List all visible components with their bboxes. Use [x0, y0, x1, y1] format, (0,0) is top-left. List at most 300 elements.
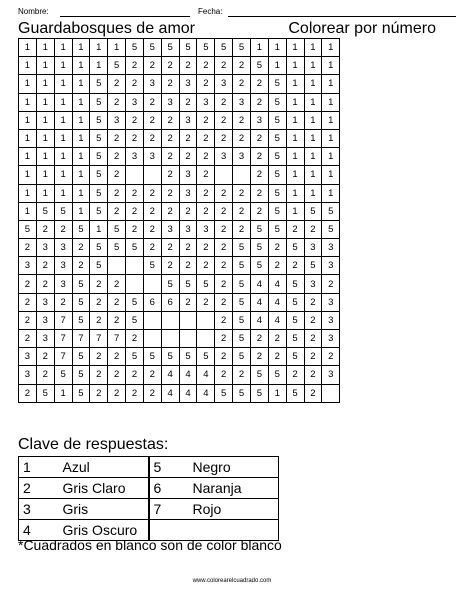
grid-cell: 2 — [19, 239, 37, 257]
grid-cell: 2 — [250, 330, 268, 348]
grid-cell: 2 — [108, 384, 126, 402]
grid-cell: 5 — [19, 220, 37, 238]
name-underline — [60, 16, 190, 17]
key-number: 7 — [149, 499, 189, 520]
grid-cell: 2 — [197, 257, 215, 275]
grid-cell — [322, 384, 340, 402]
grid-cell: 2 — [161, 111, 179, 129]
grid-cell: 1 — [322, 57, 340, 75]
grid-cell: 2 — [197, 75, 215, 93]
grid-cell: 2 — [179, 257, 197, 275]
grid-cell: 2 — [215, 293, 233, 311]
grid-cell: 5 — [179, 39, 197, 57]
grid-cell: 2 — [286, 257, 304, 275]
grid-cell: 5 — [286, 293, 304, 311]
grid-cell: 3 — [233, 148, 251, 166]
grid-cell: 5 — [304, 257, 322, 275]
grid-cell: 2 — [197, 129, 215, 147]
grid-cell — [108, 257, 126, 275]
grid-cell: 5 — [90, 111, 108, 129]
grid-cell: 5 — [322, 220, 340, 238]
grid-cell: 3 — [19, 257, 37, 275]
grid-cell: 3 — [143, 148, 161, 166]
grid-cell — [233, 166, 251, 184]
grid-cell: 5 — [72, 348, 90, 366]
grid-cell: 1 — [36, 184, 54, 202]
grid-cell — [179, 311, 197, 329]
grid-row — [19, 330, 340, 348]
grid-cell: 2 — [215, 257, 233, 275]
grid-cell: 3 — [54, 275, 72, 293]
grid-cell: 3 — [250, 111, 268, 129]
grid-cell: 2 — [126, 57, 144, 75]
grid-cell: 1 — [72, 129, 90, 147]
grid-cell: 5 — [268, 129, 286, 147]
grid-cell: 5 — [250, 257, 268, 275]
grid-cell: 3 — [179, 220, 197, 238]
grid-row — [19, 239, 340, 257]
grid-row — [19, 202, 340, 220]
grid-cell: 4 — [197, 384, 215, 402]
grid-cell: 1 — [322, 39, 340, 57]
page-subtitle: Colorear por número — [288, 20, 436, 37]
grid-cell: 2 — [19, 275, 37, 293]
grid-cell: 5 — [233, 348, 251, 366]
footer-url: www.colorearelcuadrado.com — [192, 578, 272, 584]
grid-cell: 5 — [268, 93, 286, 111]
grid-cell: 5 — [197, 39, 215, 57]
grid-cell: 2 — [108, 202, 126, 220]
grid-cell: 5 — [268, 148, 286, 166]
key-number: 5 — [149, 457, 189, 478]
grid-cell: 2 — [143, 220, 161, 238]
grid-cell: 1 — [54, 129, 72, 147]
grid-cell: 3 — [126, 93, 144, 111]
grid-cell: 2 — [250, 75, 268, 93]
grid-cell: 1 — [304, 111, 322, 129]
grid-cell: 3 — [19, 348, 37, 366]
grid-cell: 2 — [143, 93, 161, 111]
grid-cell: 4 — [268, 293, 286, 311]
grid-cell: 3 — [161, 93, 179, 111]
grid-cell: 2 — [322, 275, 340, 293]
grid-cell: 2 — [126, 384, 144, 402]
grid-cell: 2 — [197, 239, 215, 257]
grid-cell: 1 — [54, 57, 72, 75]
grid-cell: 3 — [161, 220, 179, 238]
grid-cell: 2 — [90, 311, 108, 329]
grid-cell — [143, 275, 161, 293]
grid-cell: 2 — [126, 184, 144, 202]
grid-cell: 2 — [19, 384, 37, 402]
grid-cell: 1 — [322, 184, 340, 202]
grid-cell: 5 — [322, 202, 340, 220]
grid-cell: 1 — [19, 93, 37, 111]
grid-cell: 4 — [179, 366, 197, 384]
grid-cell: 1 — [19, 111, 37, 129]
grid-cell: 3 — [179, 184, 197, 202]
grid-cell: 1 — [286, 57, 304, 75]
grid-cell: 2 — [108, 75, 126, 93]
answer-key-title: Clave de respuestas: — [18, 436, 169, 453]
grid-cell: 2 — [179, 57, 197, 75]
grid-cell: 2 — [143, 57, 161, 75]
grid-cell: 2 — [322, 348, 340, 366]
grid-cell: 1 — [54, 39, 72, 57]
grid-cell: 2 — [304, 220, 322, 238]
grid-cell: 3 — [322, 366, 340, 384]
grid-cell: 1 — [286, 111, 304, 129]
grid-cell: 5 — [90, 184, 108, 202]
grid-cell: 2 — [233, 57, 251, 75]
grid-cell: 3 — [108, 111, 126, 129]
grid-cell: 3 — [36, 239, 54, 257]
grid-cell: 2 — [108, 148, 126, 166]
date-label: Fecha: — [198, 7, 223, 16]
grid-cell: 5 — [233, 39, 251, 57]
grid-cell: 1 — [36, 111, 54, 129]
grid-cell: 2 — [250, 202, 268, 220]
grid-cell: 4 — [161, 366, 179, 384]
grid-cell: 7 — [54, 330, 72, 348]
grid-cell: 2 — [197, 166, 215, 184]
grid-cell: 7 — [90, 330, 108, 348]
grid-cell: 2 — [233, 220, 251, 238]
blank-squares-note: *Cuadrados en blanco son de color blanco — [18, 537, 282, 553]
grid-cell: 2 — [108, 311, 126, 329]
grid-cell: 5 — [161, 39, 179, 57]
grid-cell: 5 — [215, 39, 233, 57]
grid-cell: 5 — [143, 348, 161, 366]
grid-cell: 5 — [268, 220, 286, 238]
grid-cell: 2 — [233, 202, 251, 220]
grid-cell: 5 — [268, 75, 286, 93]
grid-cell: 2 — [215, 184, 233, 202]
grid-cell: 3 — [322, 311, 340, 329]
grid-cell: 1 — [72, 166, 90, 184]
grid-cell: 3 — [304, 275, 322, 293]
grid-cell: 1 — [19, 166, 37, 184]
grid-cell: 5 — [233, 293, 251, 311]
grid-cell: 1 — [304, 148, 322, 166]
grid-cell: 5 — [108, 239, 126, 257]
grid-cell: 1 — [286, 93, 304, 111]
grid-cell: 1 — [19, 148, 37, 166]
grid-cell: 1 — [286, 75, 304, 93]
grid-cell — [126, 257, 144, 275]
grid-cell: 1 — [268, 39, 286, 57]
grid-cell: 2 — [215, 311, 233, 329]
grid-cell: 2 — [90, 366, 108, 384]
grid-cell: 5 — [286, 311, 304, 329]
name-label: Nombre: — [18, 7, 49, 16]
grid-cell: 3 — [126, 148, 144, 166]
grid-cell: 1 — [286, 39, 304, 57]
grid-cell: 2 — [143, 366, 161, 384]
grid-cell — [126, 275, 144, 293]
grid-cell: 7 — [72, 330, 90, 348]
grid-cell: 5 — [108, 220, 126, 238]
grid-row — [19, 129, 340, 147]
grid-cell: 2 — [286, 366, 304, 384]
grid-cell: 5 — [250, 239, 268, 257]
grid-cell — [143, 330, 161, 348]
grid-cell: 5 — [126, 39, 144, 57]
grid-cell: 2 — [126, 202, 144, 220]
grid-cell: 3 — [143, 75, 161, 93]
key-color-name: Naranja — [189, 478, 279, 499]
grid-cell: 2 — [215, 330, 233, 348]
key-number: 3 — [19, 499, 59, 520]
grid-cell: 2 — [108, 129, 126, 147]
grid-cell: 5 — [233, 311, 251, 329]
grid-cell: 3 — [322, 330, 340, 348]
grid-cell: 1 — [304, 93, 322, 111]
grid-cell: 1 — [304, 39, 322, 57]
grid-cell: 5 — [197, 348, 215, 366]
grid-cell: 1 — [250, 39, 268, 57]
grid-cell: 2 — [197, 184, 215, 202]
grid-cell: 2 — [250, 166, 268, 184]
grid-cell — [197, 311, 215, 329]
grid-cell: 2 — [143, 111, 161, 129]
grid-cell: 2 — [179, 148, 197, 166]
grid-cell: 2 — [215, 348, 233, 366]
grid-cell: 2 — [304, 311, 322, 329]
grid-cell: 5 — [126, 293, 144, 311]
grid-cell: 1 — [322, 93, 340, 111]
grid-cell: 2 — [143, 239, 161, 257]
grid-cell: 5 — [161, 348, 179, 366]
grid-cell: 2 — [179, 93, 197, 111]
grid-cell: 1 — [36, 148, 54, 166]
grid-cell: 3 — [36, 311, 54, 329]
grid-cell: 2 — [90, 293, 108, 311]
grid-cell: 5 — [90, 239, 108, 257]
grid-cell: 2 — [268, 348, 286, 366]
grid-cell: 2 — [197, 57, 215, 75]
grid-cell: 2 — [304, 330, 322, 348]
grid-cell: 1 — [286, 166, 304, 184]
grid-cell: 1 — [286, 129, 304, 147]
key-color-name: Rojo — [189, 499, 279, 520]
grid-cell: 2 — [161, 166, 179, 184]
grid-cell: 1 — [36, 93, 54, 111]
grid-cell: 5 — [286, 275, 304, 293]
grid-cell: 3 — [322, 293, 340, 311]
grid-cell: 5 — [90, 75, 108, 93]
grid-cell: 1 — [72, 39, 90, 57]
grid-cell: 2 — [19, 311, 37, 329]
grid-cell: 2 — [126, 75, 144, 93]
grid-cell: 2 — [161, 202, 179, 220]
grid-cell: 1 — [54, 75, 72, 93]
grid-cell: 2 — [36, 257, 54, 275]
grid-cell: 1 — [90, 220, 108, 238]
grid-cell: 5 — [233, 275, 251, 293]
grid-cell: 5 — [126, 311, 144, 329]
grid-cell: 1 — [54, 384, 72, 402]
grid-cell: 3 — [179, 166, 197, 184]
grid-cell: 3 — [215, 148, 233, 166]
grid-cell: 2 — [197, 148, 215, 166]
grid-cell: 6 — [143, 293, 161, 311]
grid-cell: 1 — [36, 129, 54, 147]
grid-cell: 2 — [19, 330, 37, 348]
grid-cell: 2 — [36, 220, 54, 238]
grid-cell: 4 — [250, 311, 268, 329]
grid-cell: 5 — [268, 366, 286, 384]
grid-cell: 1 — [72, 57, 90, 75]
grid-cell: 5 — [179, 348, 197, 366]
grid-cell: 3 — [322, 257, 340, 275]
grid-cell: 5 — [54, 366, 72, 384]
grid-cell: 3 — [233, 93, 251, 111]
grid-cell: 3 — [36, 330, 54, 348]
grid-cell: 2 — [126, 366, 144, 384]
grid-cell: 2 — [268, 239, 286, 257]
grid-cell: 2 — [108, 275, 126, 293]
key-row — [19, 478, 279, 499]
grid-cell: 2 — [233, 75, 251, 93]
key-number: 2 — [19, 478, 59, 499]
grid-row — [19, 57, 340, 75]
grid-cell: 2 — [268, 257, 286, 275]
grid-cell: 1 — [72, 111, 90, 129]
grid-cell: 1 — [72, 148, 90, 166]
grid-cell: 1 — [90, 39, 108, 57]
grid-cell: 1 — [19, 202, 37, 220]
grid-cell: 1 — [322, 129, 340, 147]
grid-cell: 5 — [143, 257, 161, 275]
grid-cell: 2 — [250, 129, 268, 147]
key-color-name: Gris — [59, 499, 149, 520]
grid-cell: 5 — [126, 239, 144, 257]
grid-cell: 1 — [304, 129, 322, 147]
grid-row — [19, 311, 340, 329]
grid-cell: 7 — [108, 330, 126, 348]
grid-cell: 2 — [126, 129, 144, 147]
grid-cell: 1 — [36, 166, 54, 184]
grid-cell: 2 — [161, 129, 179, 147]
color-by-number-grid — [18, 38, 340, 403]
grid-cell: 5 — [72, 293, 90, 311]
grid-cell: 5 — [90, 93, 108, 111]
grid-cell: 4 — [268, 311, 286, 329]
grid-cell: 2 — [126, 111, 144, 129]
grid-cell: 5 — [72, 311, 90, 329]
grid-cell: 2 — [233, 366, 251, 384]
grid-cell: 5 — [286, 239, 304, 257]
grid-cell: 6 — [161, 293, 179, 311]
grid-cell: 5 — [143, 39, 161, 57]
grid-cell: 5 — [233, 257, 251, 275]
grid-cell: 1 — [72, 184, 90, 202]
grid-cell: 1 — [54, 148, 72, 166]
grid-row — [19, 275, 340, 293]
grid-cell: 2 — [215, 202, 233, 220]
grid-cell: 2 — [215, 366, 233, 384]
grid-cell: 1 — [72, 202, 90, 220]
key-color-name: Gris Claro — [59, 478, 149, 499]
grid-row — [19, 75, 340, 93]
grid-cell: 1 — [36, 39, 54, 57]
grid-cell: 3 — [179, 75, 197, 93]
grid-cell: 1 — [90, 57, 108, 75]
grid-row — [19, 93, 340, 111]
grid-cell: 1 — [304, 57, 322, 75]
grid-cell: 5 — [90, 166, 108, 184]
grid-cell: 3 — [322, 239, 340, 257]
grid-row — [19, 366, 340, 384]
grid-cell: 3 — [197, 93, 215, 111]
grid-cell: 5 — [250, 384, 268, 402]
grid-cell: 5 — [268, 202, 286, 220]
grid-cell: 2 — [233, 129, 251, 147]
key-row — [19, 499, 279, 520]
grid-cell: 3 — [179, 111, 197, 129]
grid-cell: 7 — [54, 311, 72, 329]
grid-cell: 2 — [161, 148, 179, 166]
grid-cell: 1 — [19, 57, 37, 75]
grid-cell: 5 — [233, 330, 251, 348]
grid-cell: 5 — [72, 220, 90, 238]
grid-cell: 2 — [90, 348, 108, 366]
grid-cell: 1 — [72, 75, 90, 93]
key-row — [19, 457, 279, 478]
grid-cell: 2 — [54, 220, 72, 238]
grid-cell: 2 — [108, 93, 126, 111]
grid-cell: 2 — [108, 293, 126, 311]
grid-cell: 7 — [54, 348, 72, 366]
grid-cell: 5 — [233, 239, 251, 257]
grid-cell: 4 — [179, 384, 197, 402]
grid-cell: 1 — [322, 166, 340, 184]
grid-cell: 5 — [268, 111, 286, 129]
grid-cell: 5 — [90, 148, 108, 166]
grid-cell: 1 — [19, 129, 37, 147]
grid-cell: 4 — [161, 384, 179, 402]
grid-cell: 3 — [54, 239, 72, 257]
grid-cell: 2 — [179, 293, 197, 311]
grid-cell: 2 — [250, 184, 268, 202]
grid-cell: 1 — [19, 39, 37, 57]
grid-cell: 2 — [215, 129, 233, 147]
grid-cell: 2 — [215, 93, 233, 111]
grid-cell: 5 — [72, 275, 90, 293]
grid-cell: 5 — [90, 202, 108, 220]
grid-cell: 1 — [304, 184, 322, 202]
grid-cell: 4 — [250, 293, 268, 311]
grid-cell: 2 — [250, 348, 268, 366]
grid-cell: 3 — [304, 239, 322, 257]
grid-cell — [126, 166, 144, 184]
grid-cell: 2 — [215, 275, 233, 293]
grid-cell: 2 — [108, 166, 126, 184]
grid-row — [19, 384, 340, 402]
grid-cell: 1 — [304, 75, 322, 93]
grid-cell: 2 — [268, 330, 286, 348]
key-color-name: Negro — [189, 457, 279, 478]
grid-cell: 5 — [250, 57, 268, 75]
grid-cell: 5 — [286, 330, 304, 348]
grid-row — [19, 166, 340, 184]
name-date-line — [18, 7, 223, 16]
grid-cell: 3 — [36, 293, 54, 311]
grid-cell: 2 — [304, 293, 322, 311]
grid-cell: 2 — [304, 366, 322, 384]
grid-cell: 5 — [90, 129, 108, 147]
